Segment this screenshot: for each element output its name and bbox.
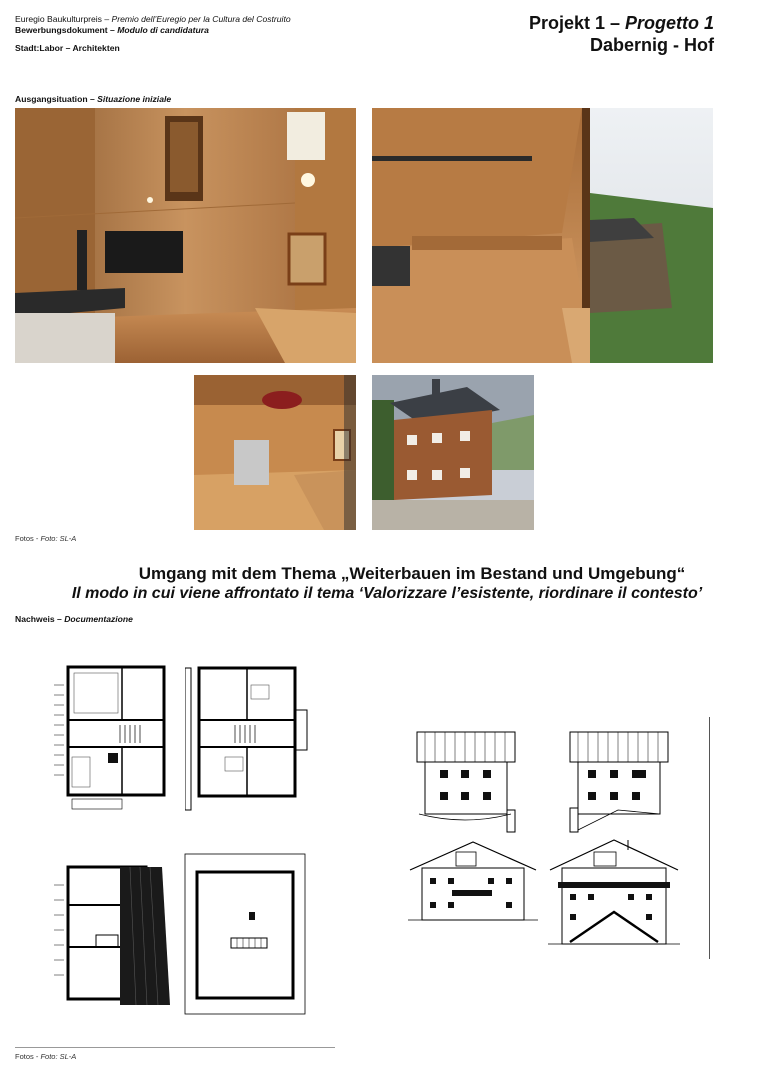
documentation-label-de: Nachweis – bbox=[15, 614, 65, 624]
theme-title-de: Umgang mit dem Thema „Weiterbauen im Bestand und Umgebung“ bbox=[138, 564, 686, 583]
photo-credit-bottom bbox=[15, 1052, 76, 1061]
floor-plan-upper bbox=[185, 665, 310, 815]
document-type-de: Bewerbungsdokument – bbox=[15, 25, 118, 35]
architect-name: Stadt:Labor – Architekten bbox=[15, 43, 120, 53]
drawing-frame-line bbox=[709, 717, 710, 959]
documentation-label bbox=[15, 614, 133, 625]
theme-title-it: Il modo in cui viene affrontato il tema ‘Valorizzare l’esistente, riordinare il contesto’ bbox=[71, 585, 703, 602]
elevation-north bbox=[548, 838, 680, 948]
elevation-east bbox=[415, 730, 525, 840]
project-name: Dabernig - Hof bbox=[590, 35, 714, 55]
project-number-de: Projekt 1 – bbox=[528, 13, 625, 33]
photo-credit-top-it: Foto: SL-A bbox=[40, 534, 77, 543]
elevation-west bbox=[568, 730, 678, 840]
project-number-it: Progetto 1 bbox=[624, 13, 714, 33]
photo-exterior-house bbox=[372, 375, 534, 530]
floor-plan-ground bbox=[50, 665, 170, 815]
floor-plan-roof bbox=[183, 852, 308, 1017]
documentation-label-it: Documentazione bbox=[64, 614, 133, 624]
photo-interior-attic bbox=[372, 108, 713, 363]
photo-credit-bottom-it: Foto: SL-A bbox=[40, 1052, 77, 1061]
project-title-block bbox=[529, 12, 714, 56]
photo-credit-top bbox=[15, 534, 76, 543]
situation-label bbox=[15, 94, 171, 105]
situation-label-it: Situazione iniziale bbox=[97, 94, 172, 104]
photo-credit-top-de: Fotos - bbox=[15, 534, 41, 543]
photo-interior-kitchen bbox=[15, 108, 356, 363]
prize-name-it: Premio dell’Euregio per la Cultura del Costruito bbox=[111, 14, 291, 24]
photo-interior-room bbox=[194, 375, 356, 530]
footer-rule bbox=[15, 1047, 335, 1048]
theme-title-block bbox=[0, 563, 764, 604]
situation-label-de: Ausgangsituation – bbox=[15, 94, 98, 104]
floor-plan-attic bbox=[50, 855, 175, 1005]
prize-name-de: Euregio Baukulturpreis – bbox=[15, 14, 112, 24]
elevation-south bbox=[408, 840, 538, 925]
document-type-it: Modulo di candidatura bbox=[117, 25, 209, 35]
photo-credit-bottom-de: Fotos - bbox=[15, 1052, 41, 1061]
header-meta bbox=[15, 14, 355, 54]
